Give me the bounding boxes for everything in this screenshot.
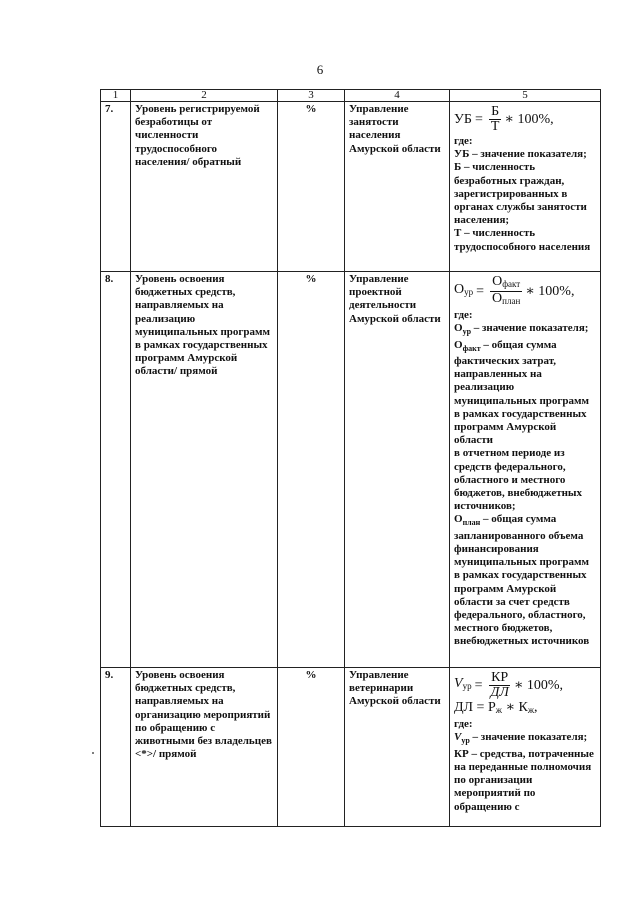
responsible-body: Управление проектной деятельности Амурской области — [345, 272, 450, 668]
formula — [454, 275, 596, 308]
formula-lhs: УБ — [454, 111, 472, 127]
formula-fraction — [489, 105, 502, 134]
fraction-numerator: Б — [491, 104, 500, 119]
responsible-body: Управление ветеринарии Амурской области — [345, 668, 450, 827]
table-row — [101, 102, 601, 272]
formula-equals: = — [474, 111, 483, 127]
unit-of-measure: % — [278, 272, 345, 668]
indicators-table — [100, 89, 601, 827]
formula-desc-line: в отчетном периоде из средств федерального, областного и местного бюджетов, внебюджетных источников; — [454, 447, 583, 513]
row-number: 8. — [101, 272, 131, 668]
formula-desc-line: Б – численность безработных граждан, зарегистрированных в органах службы занятости населения; — [454, 161, 587, 227]
formula-fraction — [490, 275, 522, 308]
indicator-name: Уровень регистрируемой безработицы от численности трудоспособного населения/ обратный — [131, 102, 278, 272]
formula — [454, 671, 596, 700]
formula — [454, 105, 596, 134]
formula-desc-line: УБ – значение показателя; — [454, 148, 587, 161]
header-col-2: 2 — [131, 90, 278, 102]
formula-desc-line: Т – численность трудоспособного населения — [454, 227, 591, 253]
formula-desc-line: КР – средства, потраченные на переданные полномочия по организации мероприятий по обращению с — [454, 747, 594, 813]
fraction-denominator: $О_{план}$ — [492, 291, 521, 306]
scan-speck — [92, 752, 94, 754]
fraction-numerator: КР — [491, 670, 509, 685]
indicator-name: Уровень освоения бюджетных средств, направляемых на организацию мероприятий по обращению с животными без владельцев <*>/ прямой — [131, 668, 278, 827]
formula-where: где: — [454, 135, 473, 147]
table-header-row — [101, 90, 601, 102]
fraction-denominator: ДЛ — [490, 685, 509, 700]
formula-equals: = — [474, 677, 483, 693]
header-col-4: 4 — [345, 90, 450, 102]
calculation-method — [450, 272, 601, 668]
formula-tail: ∗ 100%, — [504, 111, 554, 127]
page-number: 6 — [316, 62, 324, 77]
indicator-name: Уровень освоения бюджетных средств, направляемых на реализацию муниципальных программ в рамках государственных программ Амурской области/ прямой — [131, 272, 278, 668]
row-number: 7. — [101, 102, 131, 272]
table-row — [101, 668, 601, 827]
unit-of-measure: % — [278, 668, 345, 827]
formula-desc-line: $О_{ур}$ – значение показателя; — [454, 322, 589, 337]
header-col-5: 5 — [450, 90, 601, 102]
calculation-method — [450, 102, 601, 272]
unit-of-measure: % — [278, 102, 345, 272]
table-row — [101, 272, 601, 668]
formula-lhs: $О_{ур}$ — [454, 282, 474, 298]
header-col-1: 1 — [101, 90, 131, 102]
formula-desc-line: $О_{план}$ – общая сумма запланированного объема финансирования муниципальных программ в рамках государственных программ Амурской области за счет средств федерального, областного, местного бюджетов, внебюджетных источников — [454, 513, 590, 648]
formula-equals: = — [476, 283, 485, 299]
formula-tail: ∗ 100%, — [525, 283, 575, 299]
formula-where: где: — [454, 718, 473, 731]
formula-desc-line: $V_{ур}$ – значение показателя; — [454, 731, 588, 746]
formula-lhs: $V_{ур}$ — [454, 676, 472, 692]
formula-where: где: — [454, 309, 473, 321]
fraction-denominator: Т — [490, 119, 500, 134]
responsible-body: Управление занятости населения Амурской области — [345, 102, 450, 272]
calculation-method — [450, 668, 601, 827]
formula-fraction — [488, 671, 510, 700]
formula-tail: ∗ 100%, — [513, 677, 564, 693]
row-number: 9. — [101, 668, 131, 827]
formula-secondary: ДЛ = $Р_ж$ ∗ $К_ж$, — [454, 700, 538, 715]
header-col-3: 3 — [278, 90, 345, 102]
formula-desc-line: $О_{факт}$ – общая сумма фактических затрат, направленных на реализацию муниципальных программ в рамках государственных программ Амурской области — [454, 338, 589, 447]
fraction-numerator: $О_{факт}$ — [490, 275, 522, 292]
